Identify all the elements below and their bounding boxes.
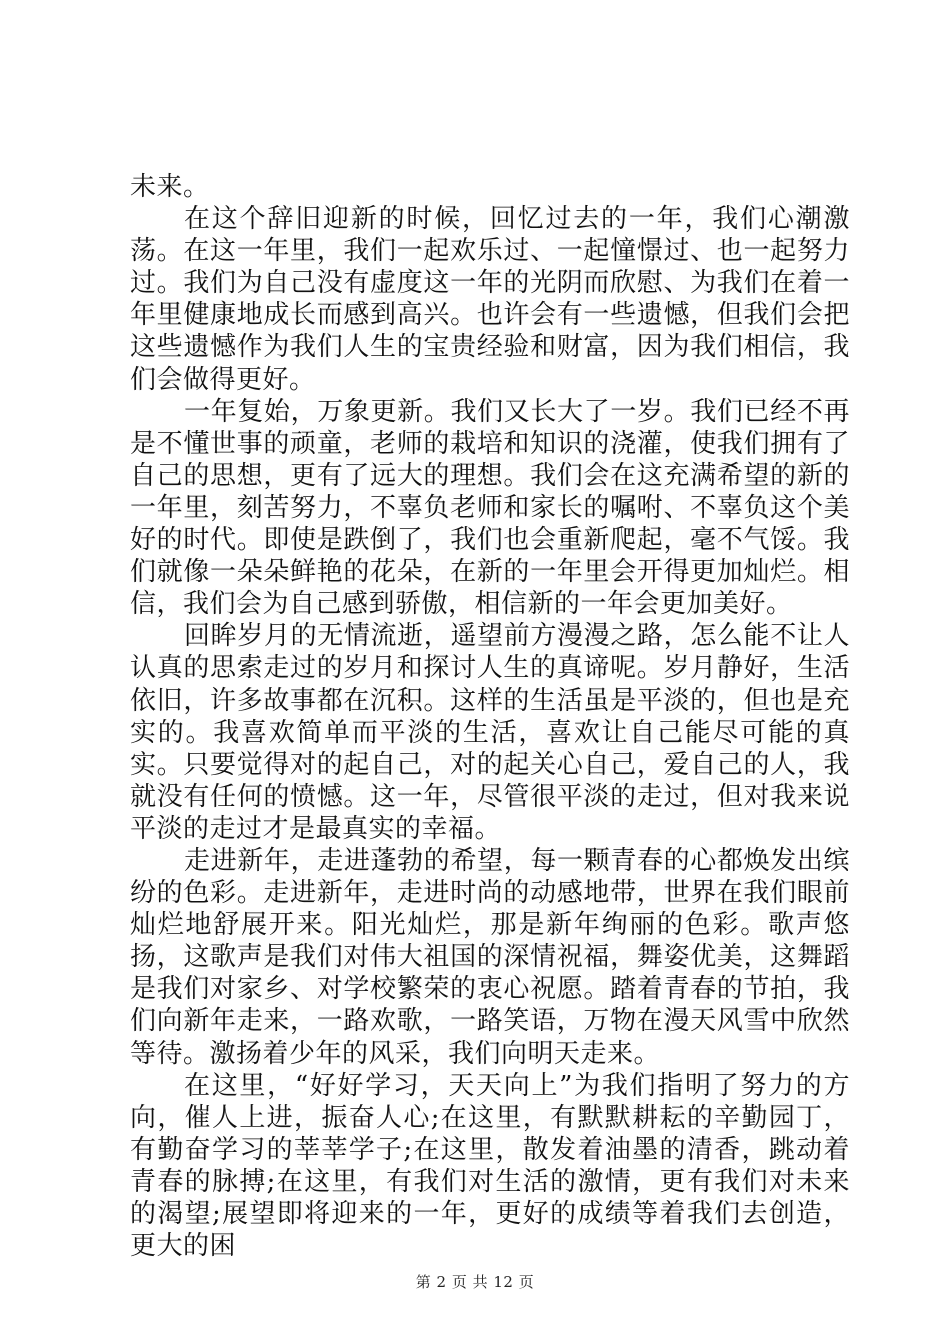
body-text	[130, 171, 850, 1262]
paragraph-1: 未来。	[130, 172, 210, 202]
paragraph-6: 在这里，“好好学习，天天向上”为我们指明了努力的方向，催人上进，振奋人心;在这里，有默默耕耘的辛勤园丁，有勤奋学习的莘莘学子;在这里，散发着油墨的清香，跳动着青春的脉搏;在这里，有我们对生活的激情，更有我们对未来的渴望;展望即将迎来的一年，更好的成绩等着我们去创造，更大的困	[130, 1070, 850, 1262]
page-number-label: 第 2 页 共 12 页	[415, 1273, 535, 1291]
paragraph-5: 走进新年，走进蓬勃的希望，每一颗青春的心都焕发出缤纷的色彩。走进新年，走进时尚的动感地带，世界在我们眼前灿烂地舒展开来。阳光灿烂，那是新年绚丽的色彩。歌声悠扬，这歌声是我们对伟大祖国的深情祝福，舞姿优美，这舞蹈是我们对家乡、对学校繁荣的衷心祝愿。踏着青春的节拍，我们向新年走来，一路欢歌，一路笑语，万物在漫天风雪中欣然等待。激扬着少年的风采，我们向明天走来。	[130, 845, 850, 1069]
paragraph-2: 在这个辞旧迎新的时候，回忆过去的一年，我们心潮激荡。在这一年里，我们一起欢乐过、一起憧憬过、也一起努力过。我们为自己没有虚度这一年的光阴而欣慰、为我们在着一年里健康地成长而感到高兴。也许会有一些遗憾，但我们会把这些遗憾作为我们人生的宝贵经验和财富，因为我们相信，我们会做得更好。	[130, 204, 850, 395]
page-footer	[0, 1272, 950, 1292]
paragraph-4: 回眸岁月的无情流逝，遥望前方漫漫之路，怎么能不让人认真的思索走过的岁月和探讨人生的真谛呢。岁月静好，生活依旧，许多故事都在沉积。这样的生活虽是平淡的，但也是充实的。我喜欢简单而平淡的生活，喜欢让自己能尽可能的真实。只要觉得对的起自己，对的起关心自己，爱自己的人，我就没有任何的愤憾。这一年，尽管很平淡的走过，但对我来说平淡的走过才是最真实的幸福。	[130, 621, 850, 844]
paragraph-3: 一年复始，万象更新。我们又长大了一岁。我们已经不再是不懂世事的顽童，老师的栽培和知识的浇灌，使我们拥有了自己的思想，更有了远大的理想。我们会在这充满希望的新的一年里，刻苦努力，不辜负老师和家长的嘱咐、不辜负这个美好的时代。即使是跌倒了，我们也会重新爬起，毫不气馁。我们就像一朵朵鲜艳的花朵，在新的一年里会开得更加灿烂。相信，我们会为自己感到骄傲，相信新的一年会更加美好。	[130, 396, 850, 620]
